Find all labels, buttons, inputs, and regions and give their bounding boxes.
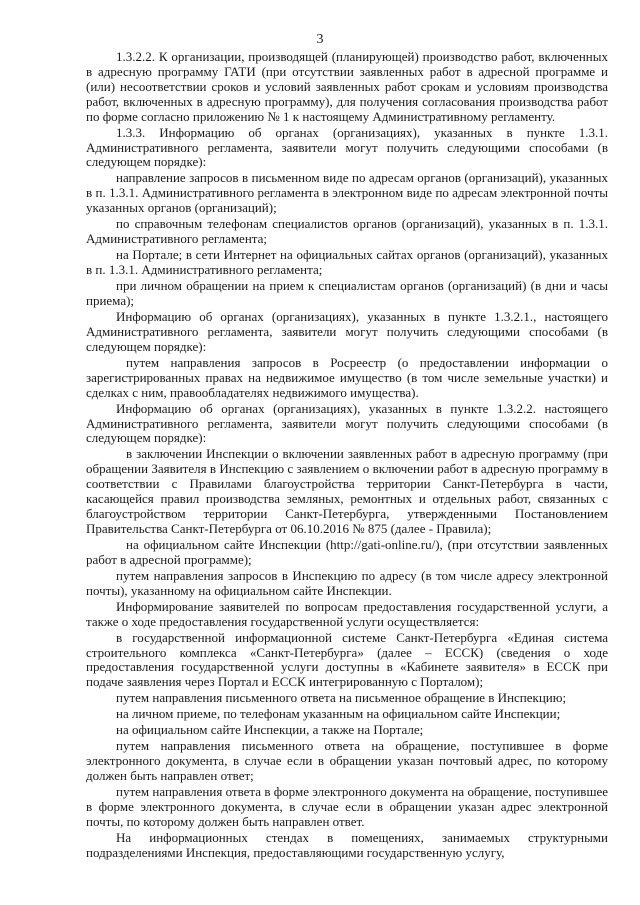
paragraph-postal-reply: путем направления письменного ответа на обращение, поступившее в форме электронного документа, в случае если в обращении указан почтовый адрес, по которому должен быть направлен ответ; [86,738,608,784]
paragraph-personal-reception: на личном приеме, по телефонам указанным на официальном сайте Инспекции; [116,706,561,722]
paragraph-email-reply: путем направления ответа в форме электронного документа на обращение, поступившее в форме электронного документа, в случае если в обращении указан адрес электронной почты, по которому должен быть направлен ответ. [86,784,608,829]
document-body [86,50,608,862]
paragraph-personal-visit: при личном обращении на прием к специалистам органов (организаций) (в дни и часы приема); [86,278,608,308]
paragraph-phone-reference: по справочным телефонам специалистов органов (организаций), указанных в п. 1.3.1. Административного регламента; [86,216,608,247]
paragraph-written-requests: направление запросов в письменном виде по адресам органов (организаций), указанных в п. 1.3.1. Административного регламента в электронном виде по адресам электронной почты указанных органов (организаций); [86,170,608,216]
paragraph-essk-system: в государственной информационной системе Санкт-Петербурга «Единая система строительного комплекса «Санкт-Петербурга» (далее – ЕССК) (сведения о ходе предоставления государственной услуги доступны в «Кабинете заявителя» в ЕССК при подаче заявления через Портал и ЕССК интегрированную с Порталом); [86,629,608,690]
page-number: 3 [316,32,324,47]
paragraph-official-site: на официальном сайте Инспекции (http://gati-online.ru/), (при отсутствии заявленных работ в адресной программе); [86,536,608,567]
paragraph-1-3-3: 1.3.3. Информацию об органах (организациях), указанных в пункте 1.3.1. Административного регламента, заявители могут получить следующими способами (в следующем порядке): [86,124,608,170]
paragraph-informing-applicants: Информирование заявителей по вопросам предоставления государственной услуги, а также о ходе предоставления государственной услуги осуществляется: [86,598,608,629]
paragraph-info-stands: На информационных стендах в помещениях, занимаемых структурными подразделениями Инспекция, предоставляющими государственную услугу, [86,830,608,860]
paragraph-written-reply: путем направления письменного ответа на письменное обращение в Инспекцию; [116,690,567,706]
paragraph-1-3-2-2: 1.3.2.2. К организации, производящей (планирующей) производство работ, включенных в адресную программу ГАТИ (при отсутствии заявленных работ в адресной программе и (или) несоответствии сроков и условий заявленных работ срокам и условиям производства работ, включенных в адресную программу), для получения согласования производства работ по форме согласно приложению № 1 к настоящему Административному регламенту. [86,49,608,124]
paragraph-inspection-requests: путем направления запросов в Инспекцию по адресу (в том числе адресу электронной почты), указанному на официальном сайте Инспекции. [86,567,608,598]
paragraph-1-3-2-1-info: Информацию об органах (организациях), указанных в пункте 1.3.2.1., настоящего Административного регламента, заявители могут получить следующими способами (в следующем порядке): [86,308,608,354]
paragraph-site-and-portal: на официальном сайте Инспекции, а также на Портале; [116,722,424,738]
paragraph-1-3-2-2-info: Информацию об органах (организациях), указанных в пункте 1.3.2.2. настоящего Административного регламента, заявители могут получить следующими способами (в следующем порядке): [86,400,608,446]
paragraph-inspection-conclusion: в заключении Инспекции о включении заявленных работ в адресную программу (при обращении Заявителя в Инспекцию с заявлением о включении работ в адресную программу в соответствии с Правилами благоустройства территории Санкт-Петербурга в части, касающейся правил производства земляных, ремонтных и отдельных работ, связанных с благоустройством территории Санкт-Петербурга, утвержденными Постановлением Правительства Санкт-Петербурга от 06.10.2016 № 875 (далее - Правила); [86,446,608,536]
paragraph-portal-internet: на Портале; в сети Интернет на официальных сайтах органов (организаций), указанных в п. 1.3.1. Административного регламента; [86,247,608,278]
paragraph-rosreestr: путем направления запросов в Росреестр (о предоставлении информации о зарегистрированных правах на недвижимое имущество (в том числе земельные участки) и сделках с ним, правообладателях недвижимого имущества). [86,354,608,400]
